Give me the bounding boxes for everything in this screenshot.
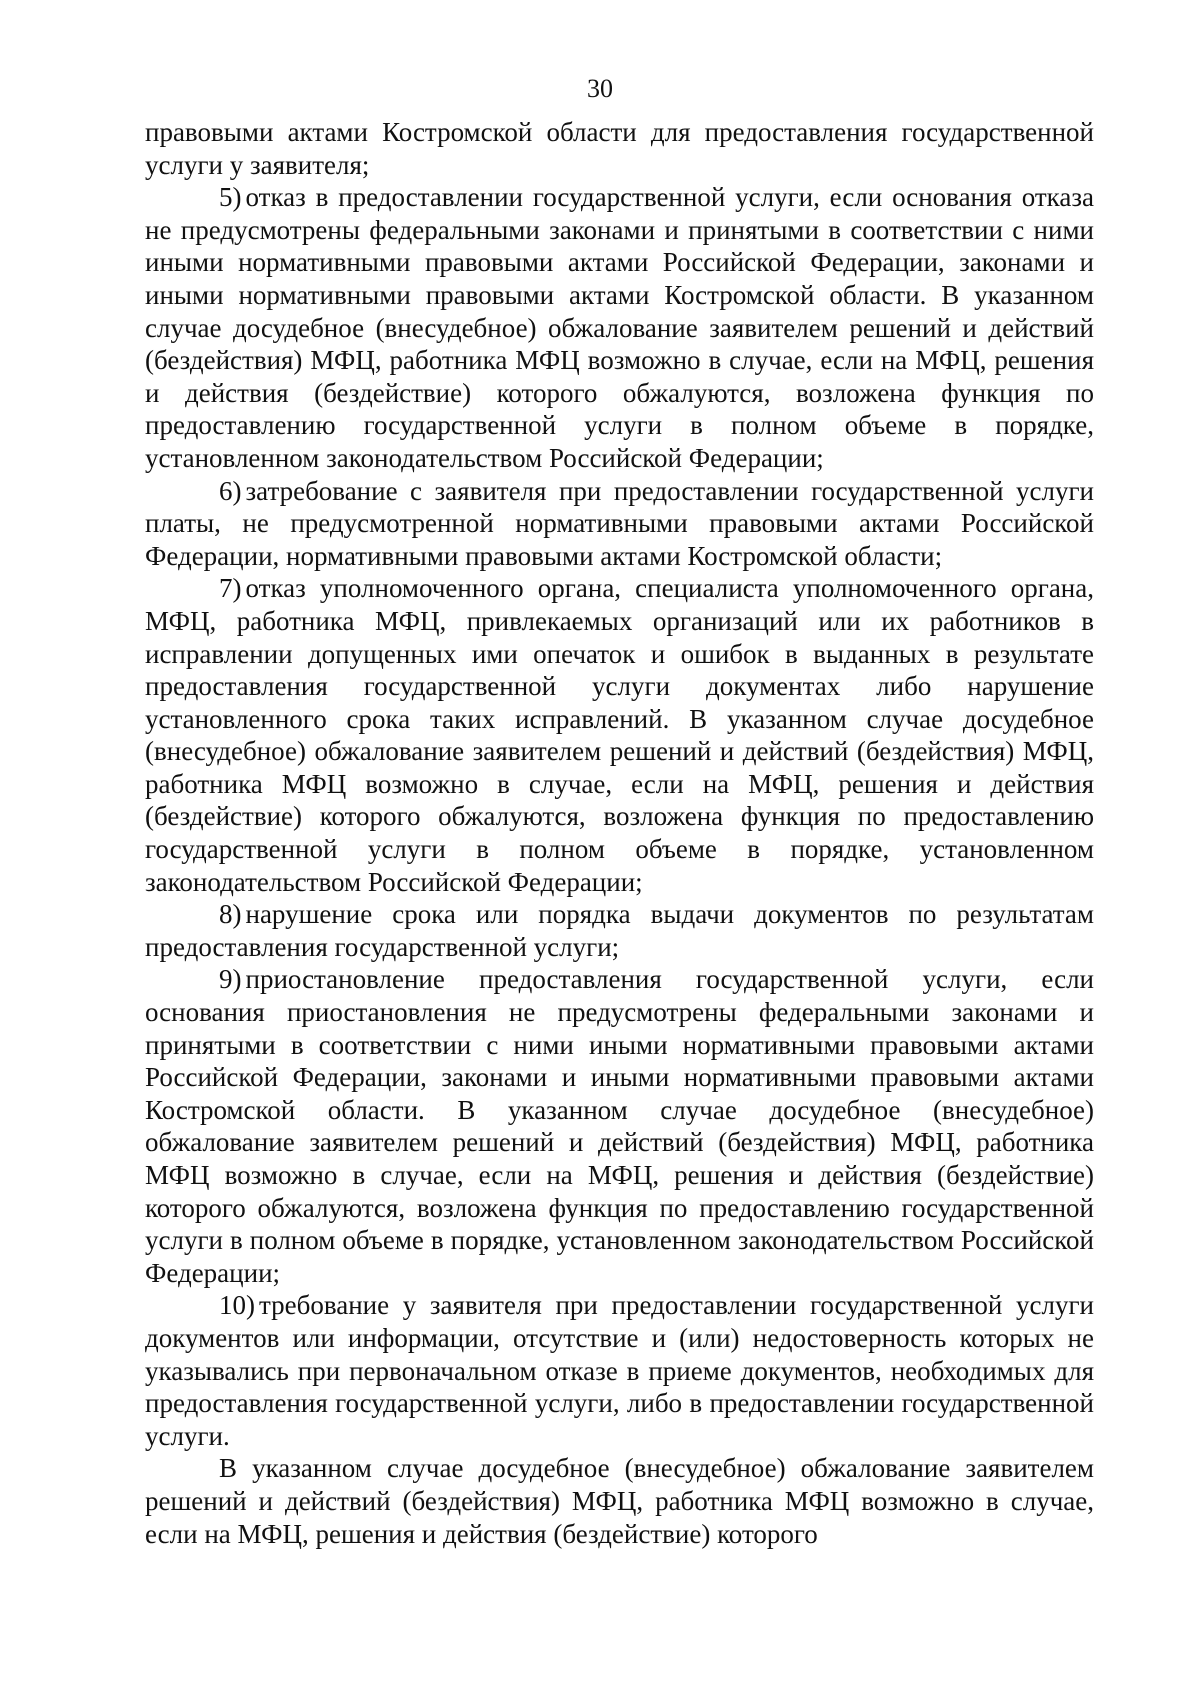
list-item-text: приостановление предоставления государственной услуги, если основания приостановления не предусмотрены федеральными законами и принятыми в соответствии с ними иными нормативными правовыми актами Российской Федерации, законами и иными нормативными правовыми актами Костромской области. В указанном случае досудебное (внесудебное) обжалование заявителем решений и действий (бездействия) МФЦ, работника МФЦ возможно в случае, если на МФЦ, решения и действия (бездействие) которого обжалуются, возложена функция по предоставлению государственной услуги в полном объеме в порядке, установленном законодательством Российской Федерации; <box>145 964 1094 1288</box>
list-item-number: 9) <box>219 964 242 995</box>
list-item-text: отказ в предоставлении государственной услуги, если основания отказа не предусмотрены федеральными законами и принятыми в соответствии с ними иными нормативными правовыми актами Российской Федерации, законами и иными нормативными правовыми актами Костромской области. В указанном случае досудебное (внесудебное) обжалование заявителем решений и действий (бездействия) МФЦ, работника МФЦ возможно в случае, если на МФЦ, решения и действия (бездействие) которого обжалуются, возложена функция по предоставлению государственной услуги в полном объеме в порядке, установленном законодательством Российской Федерации; <box>145 182 1094 473</box>
list-item-8 <box>145 898 1094 963</box>
list-item-7 <box>145 572 1094 898</box>
list-item-text: отказ уполномоченного органа, специалиста уполномоченного органа, МФЦ, работника МФЦ, привлекаемых организаций или их работников в исправлении допущенных ими опечаток и ошибок в выданных в результате предоставления государственной услуги документах либо нарушение установленного срока таких исправлений. В указанном случае досудебное (внесудебное) обжалование заявителем решений и действий (бездействия) МФЦ, работника МФЦ возможно в случае, если на МФЦ, решения и действия (бездействие) которого обжалуются, возложена функция по предоставлению государственной услуги в полном объеме в порядке, установленном законодательством Российской Федерации; <box>145 573 1094 897</box>
list-item-10 <box>145 1289 1094 1452</box>
list-item-text: требование у заявителя при предоставлении государственной услуги документов или информации, отсутствие и (или) недостоверность которых не указывались при первоначальном отказе в приеме документов, необходимых для предоставления государственной услуги, либо в предоставлении государственной услуги. <box>145 1290 1094 1451</box>
document-body <box>145 116 1094 1550</box>
page-number: 30 <box>587 74 613 103</box>
paragraph-closing <box>145 1452 1094 1550</box>
list-item-number: 6) <box>219 475 242 506</box>
list-item-6 <box>145 475 1094 573</box>
list-item-number: 10) <box>219 1290 255 1321</box>
list-item-number: 5) <box>219 182 242 213</box>
paragraph-continuation <box>145 116 1094 181</box>
list-item-number: 8) <box>219 899 242 930</box>
list-item-text: нарушение срока или порядка выдачи документов по результатам предоставления государственной услуги; <box>145 899 1094 962</box>
paragraph-text: В указанном случае досудебное (внесудебное) обжалование заявителем решений и действий (бездействия) МФЦ, работника МФЦ возможно в случае, если на МФЦ, решения и действия (бездействие) которого <box>145 1453 1094 1549</box>
paragraph-text: правовыми актами Костромской области для предоставления государственной услуги у заявителя; <box>145 117 1094 180</box>
list-item-5 <box>145 181 1094 474</box>
list-item-text: затребование с заявителя при предоставлении государственной услуги платы, не предусмотренной нормативными правовыми актами Российской Федерации, нормативными правовыми актами Костромской области; <box>145 475 1094 571</box>
list-item-9 <box>145 963 1094 1289</box>
list-item-number: 7) <box>219 573 242 604</box>
